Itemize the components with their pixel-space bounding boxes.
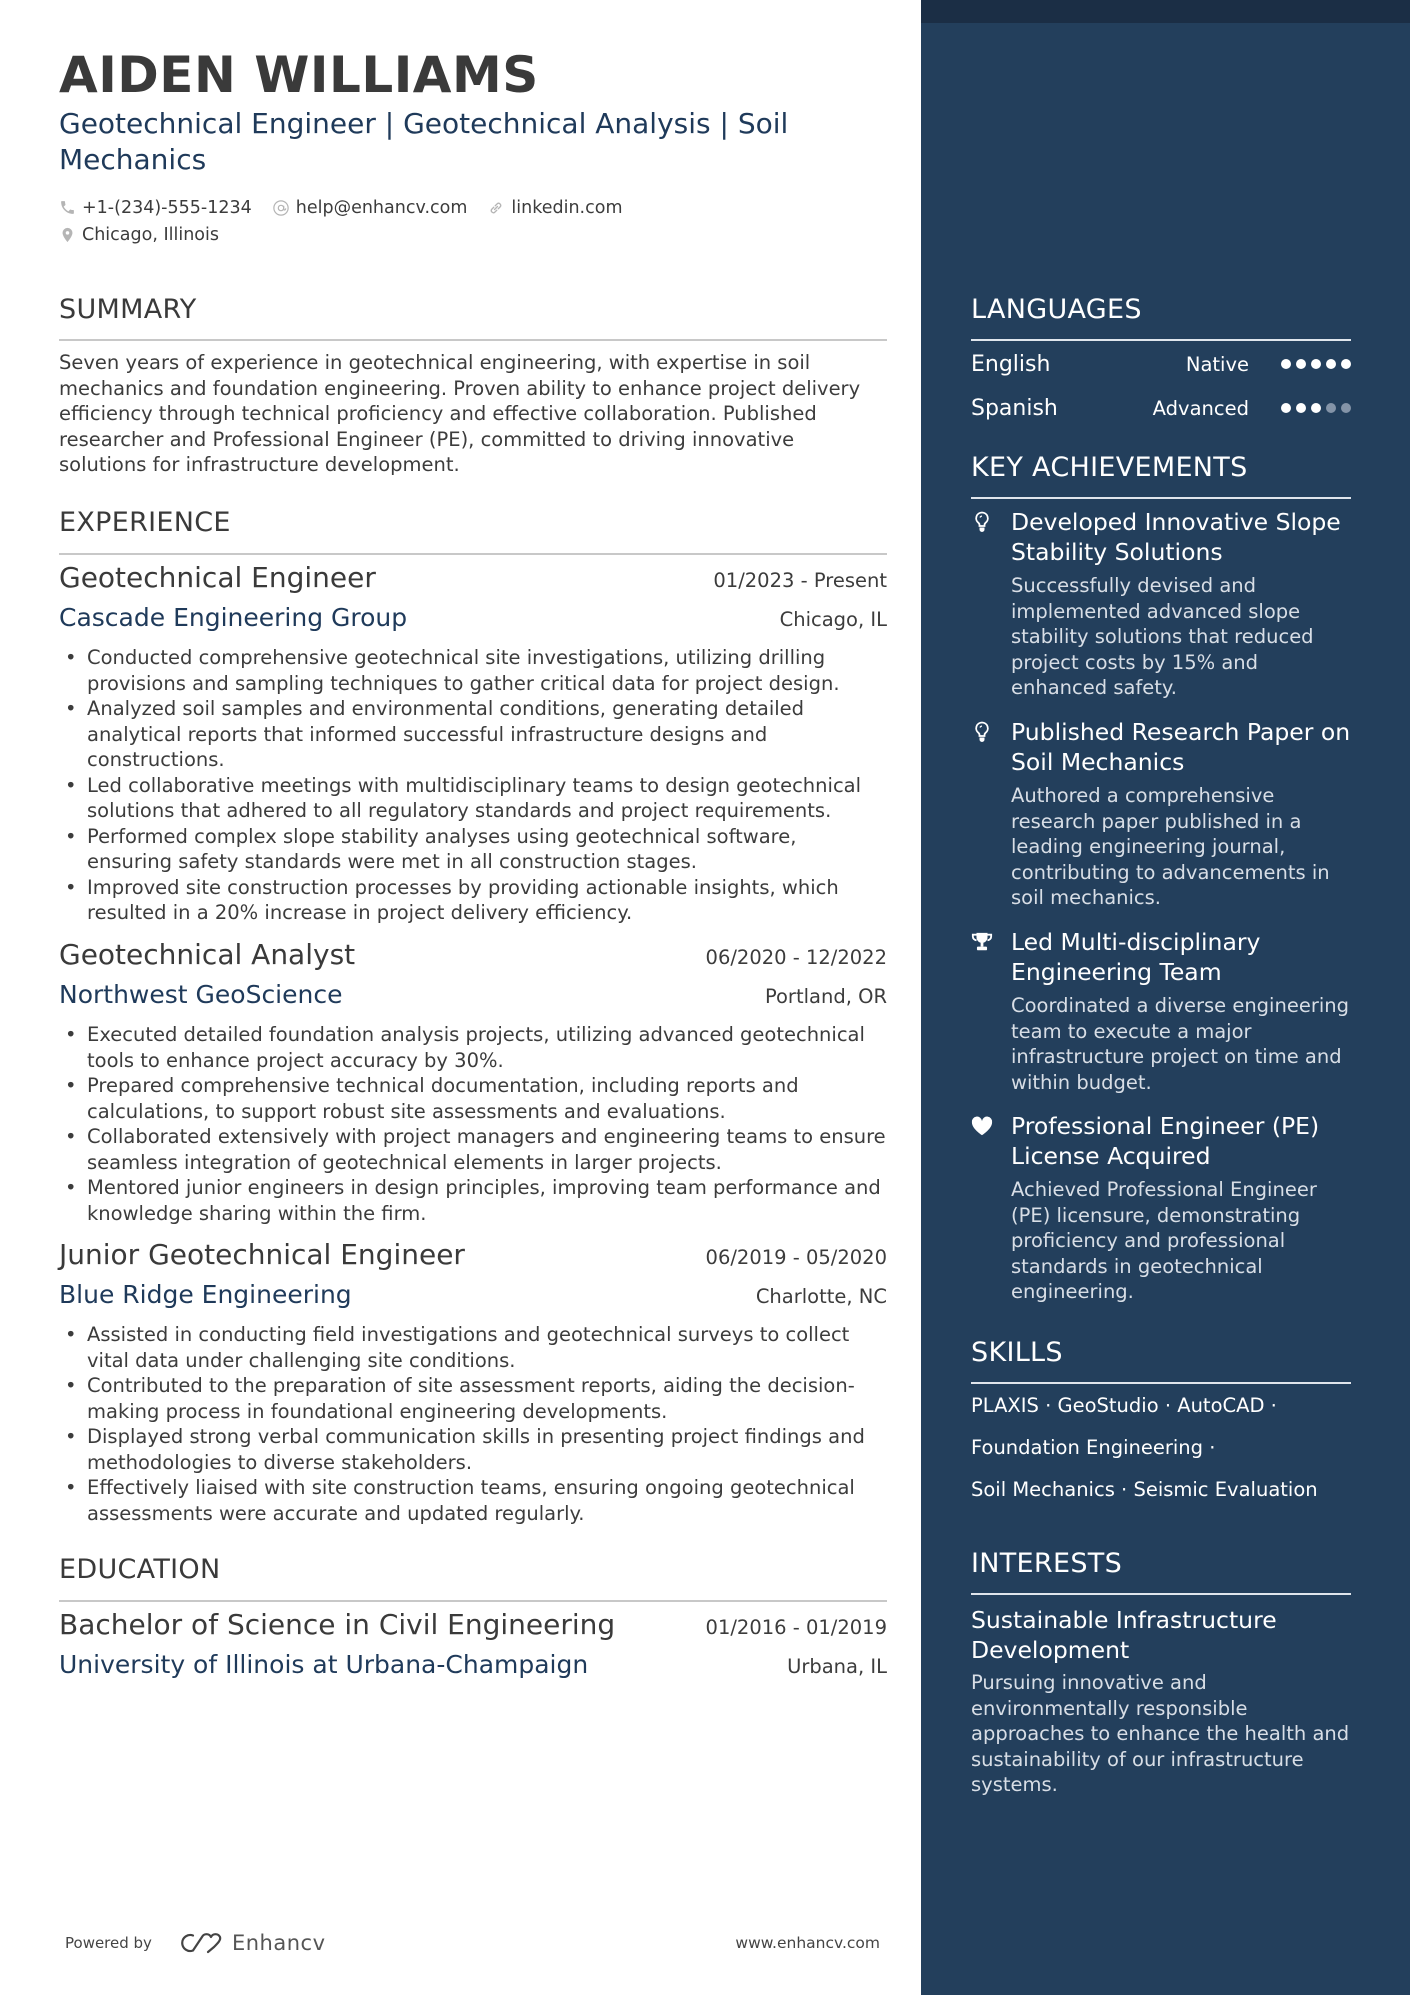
proficiency-dots bbox=[1281, 403, 1351, 413]
lightbulb-icon bbox=[971, 511, 993, 533]
bullet-item: • Analyzed soil samples and environmental conditions, generating detailed analytical reports that informed successful infrastructure designs and constructions. bbox=[59, 696, 887, 773]
bullet-item: • Performed complex slope stability analyses using geotechnical software, ensuring safety standards were met in all construction stages. bbox=[59, 824, 887, 875]
bullet-item: • Conducted comprehensive geotechnical site investigations, utilizing drilling provisions and sampling techniques to gather critical data for project design. bbox=[59, 645, 887, 696]
company-name: Blue Ridge Engineering bbox=[59, 1280, 352, 1309]
at-icon bbox=[272, 199, 290, 217]
skills-line: Foundation Engineering · bbox=[971, 1436, 1216, 1459]
bullet-item: • Displayed strong verbal communication skills in presenting project findings and methodologies to diverse stakeholders. bbox=[59, 1424, 887, 1475]
language-row bbox=[971, 349, 1351, 379]
section-title-summary: SUMMARY bbox=[59, 294, 197, 325]
section-divider bbox=[59, 553, 887, 555]
job-location: Chicago, IL bbox=[779, 608, 887, 631]
section-divider bbox=[971, 1593, 1351, 1595]
lightbulb-icon bbox=[971, 721, 993, 743]
language-name: English bbox=[971, 351, 1051, 377]
education-entry bbox=[59, 1608, 887, 1690]
language-level: Advanced bbox=[1152, 396, 1249, 420]
contact-website[interactable]: linkedin.com bbox=[487, 198, 622, 218]
dot-filled-icon bbox=[1281, 359, 1291, 369]
section-divider bbox=[971, 497, 1351, 499]
headline: Geotechnical Engineer | Geotechnical Analysis | Soil Mechanics bbox=[59, 107, 789, 176]
achievement-description: Coordinated a diverse engineering team to execute a major infrastructure project on time and within budget. bbox=[1011, 994, 1350, 1094]
job-location: Charlotte, NC bbox=[755, 1285, 887, 1308]
job-title: Geotechnical Analyst bbox=[59, 938, 356, 971]
location-pin-icon bbox=[59, 226, 76, 244]
section-title-interests: INTERESTS bbox=[971, 1548, 1123, 1579]
achievement-item bbox=[971, 1111, 1351, 1305]
skills-line: PLAXIS · GeoStudio · AutoCAD · bbox=[971, 1394, 1277, 1417]
section-title-education: EDUCATION bbox=[59, 1554, 221, 1585]
bullet-item: • Led collaborative meetings with multidisciplinary teams to design geotechnical solutions that adhered to all regulatory standards and project requirements. bbox=[59, 773, 887, 824]
summary-text: Seven years of experience in geotechnical engineering, with expertise in soil mechanics and foundation engineering. Proven ability to enhance project delivery efficiency through technical proficiency and effective collaboration. Published researcher and Professional Engineer (PE), committed to driving innovative solutions for infrastructure development. bbox=[59, 351, 861, 476]
dot-filled-icon bbox=[1341, 359, 1351, 369]
section-divider bbox=[971, 1382, 1351, 1384]
dot-filled-icon bbox=[1311, 403, 1321, 413]
achievement-description: Achieved Professional Engineer (PE) licensure, demonstrating proficiency and professional standards in geotechnical engineering. bbox=[1011, 1178, 1317, 1303]
degree: Bachelor of Science in Civil Engineering bbox=[59, 1608, 616, 1641]
skills-line: Soil Mechanics · Seismic Evaluation bbox=[971, 1478, 1318, 1501]
job-bullets bbox=[59, 1322, 887, 1526]
powered-by-label: Powered by bbox=[65, 1934, 152, 1952]
achievement-title: Professional Engineer (PE) License Acquired bbox=[1011, 1112, 1320, 1170]
job-dates: 01/2023 - Present bbox=[713, 569, 887, 592]
bullet-item: • Contributed to the preparation of site assessment reports, aiding the decision-making process in foundational engineering developments. bbox=[59, 1373, 887, 1424]
job-title: Junior Geotechnical Engineer bbox=[59, 1238, 465, 1271]
section-divider bbox=[971, 339, 1351, 341]
job-bullets bbox=[59, 1022, 887, 1226]
dot-filled-icon bbox=[1296, 403, 1306, 413]
enhancv-brand: Enhancv bbox=[231, 1931, 326, 1955]
achievement-item bbox=[971, 717, 1351, 911]
dot-filled-icon bbox=[1326, 359, 1336, 369]
contact-phone[interactable]: +1-(234)-555-1234 bbox=[59, 198, 252, 218]
company-name: Northwest GeoScience bbox=[59, 980, 343, 1009]
heart-icon bbox=[971, 1115, 993, 1137]
bullet-item: • Mentored junior engineers in design principles, improving team performance and knowledge sharing within the firm. bbox=[59, 1175, 887, 1226]
section-title-achievements: KEY ACHIEVEMENTS bbox=[971, 452, 1248, 483]
section-title-skills: SKILLS bbox=[971, 1337, 1063, 1368]
dot-filled-icon bbox=[1281, 403, 1291, 413]
job-title: Geotechnical Engineer bbox=[59, 561, 376, 594]
contact-info bbox=[59, 194, 643, 248]
interest-description: Pursuing innovative and environmentally responsible approaches to enhance the health and sustainability of our infrastructure systems. bbox=[971, 1671, 1350, 1796]
language-row bbox=[971, 393, 1351, 423]
dot-filled-icon bbox=[1311, 359, 1321, 369]
education-location: Urbana, IL bbox=[787, 1655, 887, 1678]
achievement-description: Successfully devised and implemented advanced slope stability solutions that reduced project costs by 15% and enhanced safety. bbox=[1011, 574, 1314, 699]
bullet-item: • Effectively liaised with site construction teams, ensuring ongoing geotechnical assessments were accurate and updated regularly. bbox=[59, 1475, 887, 1526]
bullet-item: • Executed detailed foundation analysis projects, utilizing advanced geotechnical tools to enhance project accuracy by 30%. bbox=[59, 1022, 887, 1073]
bullet-item: • Prepared comprehensive technical documentation, including reports and calculations, to support robust site assessments and evaluations. bbox=[59, 1073, 887, 1124]
interest-title: Sustainable Infrastructure Development bbox=[971, 1606, 1277, 1664]
achievement-title: Led Multi-disciplinary Engineering Team bbox=[1011, 928, 1261, 986]
achievement-description: Authored a comprehensive research paper published in a leading engineering journal, contributing to advancements in soil mechanics. bbox=[1011, 784, 1330, 909]
dot-filled-icon bbox=[1296, 359, 1306, 369]
section-divider bbox=[59, 1600, 887, 1602]
phone-icon bbox=[59, 199, 76, 216]
achievement-item bbox=[971, 927, 1351, 1095]
education-dates: 01/2016 - 01/2019 bbox=[705, 1616, 887, 1639]
footer-url-link[interactable]: www.enhancv.com bbox=[735, 1934, 880, 1952]
achievement-title: Developed Innovative Slope Stability Solutions bbox=[1011, 508, 1341, 566]
proficiency-dots bbox=[1281, 359, 1351, 369]
experience-entry bbox=[59, 1238, 887, 1526]
footer bbox=[65, 1927, 880, 1959]
experience-entry bbox=[59, 561, 887, 926]
school-name: University of Illinois at Urbana-Champaign bbox=[59, 1650, 589, 1679]
experience-entry bbox=[59, 938, 887, 1226]
enhancv-logo[interactable] bbox=[178, 1931, 326, 1955]
company-name: Cascade Engineering Group bbox=[59, 603, 408, 632]
language-level: Native bbox=[1185, 352, 1249, 376]
section-title-languages: LANGUAGES bbox=[971, 294, 1142, 325]
job-dates: 06/2020 - 12/2022 bbox=[705, 946, 887, 969]
language-name: Spanish bbox=[971, 395, 1058, 421]
job-dates: 06/2019 - 05/2020 bbox=[705, 1246, 887, 1269]
candidate-name: AIDEN WILLIAMS bbox=[59, 46, 539, 104]
dot-empty-icon bbox=[1341, 403, 1351, 413]
section-title-experience: EXPERIENCE bbox=[59, 507, 231, 538]
bullet-item: • Improved site construction processes by providing actionable insights, which resulted in a 20% increase in project delivery efficiency. bbox=[59, 875, 887, 926]
achievement-item bbox=[971, 507, 1351, 701]
job-location: Portland, OR bbox=[764, 985, 887, 1008]
achievement-title: Published Research Paper on Soil Mechanics bbox=[1011, 718, 1351, 776]
job-bullets bbox=[59, 645, 887, 926]
contact-location: Chicago, Illinois bbox=[59, 225, 219, 245]
enhancv-logo-icon bbox=[178, 1931, 224, 1955]
link-icon bbox=[487, 199, 505, 217]
trophy-icon bbox=[971, 931, 993, 953]
sidebar-top-strip bbox=[921, 0, 1410, 23]
bullet-item: • Assisted in conducting field investigations and geotechnical surveys to collect vital data under challenging site conditions. bbox=[59, 1322, 887, 1373]
dot-empty-icon bbox=[1326, 403, 1336, 413]
bullet-item: • Collaborated extensively with project managers and engineering teams to ensure seamless integration of geotechnical elements in larger projects. bbox=[59, 1124, 887, 1175]
contact-email[interactable]: help@enhancv.com bbox=[272, 198, 468, 218]
section-divider bbox=[59, 339, 887, 341]
